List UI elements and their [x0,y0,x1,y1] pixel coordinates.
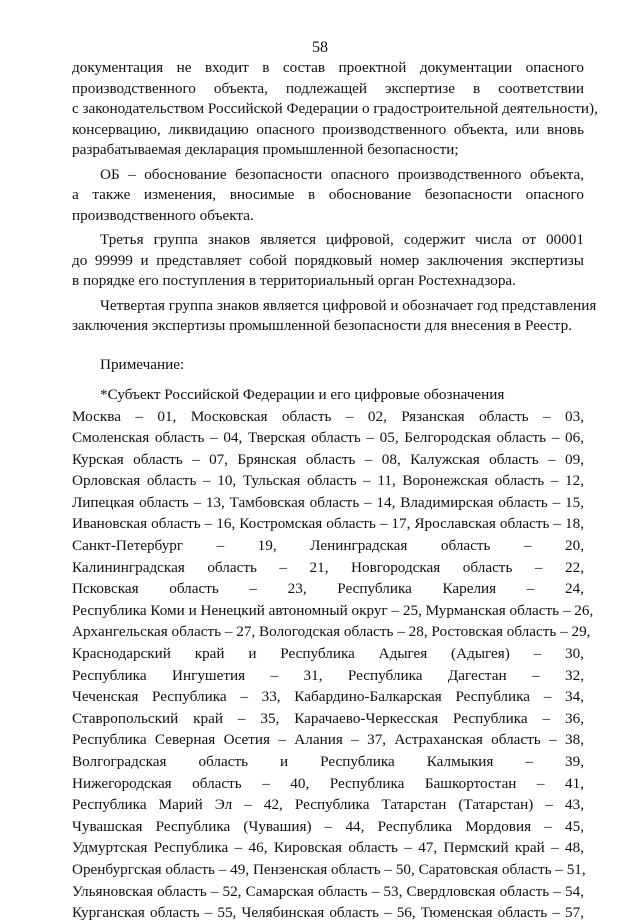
subject-codes-line: Республика Марий Эл – 42, Республика Татарстан (Татарстан) – 43, [72,796,584,814]
paragraph-fourth-group [72,296,597,337]
subject-codes-line: Москва – 01, Московская область – 02, Рязанская область – 03, [72,407,584,425]
subject-codes-line: Архангельская область – 27, Вологодская область – 28, Ростовская область – 29, [72,623,591,641]
subject-codes-line: Волгоградская область и Республика Калмыкия – 39, [72,753,584,770]
text-line: документация не входит в состав проектной документации опасного [72,59,584,76]
subject-codes-line: Краснодарский край и Республика Адыгея (Адыгея) – 30, [72,645,584,663]
subject-codes-line: Псковская область – 23, Республика Карелия – 24, [72,580,584,598]
text-line: Четвертая группа знаков является цифровой и обозначает год представления [100,296,597,314]
subject-codes-line: Удмуртская Республика – 46, Кировская область – 47, Пермский край – 48, [72,839,584,857]
subject-codes-line: Ульяновская область – 52, Самарская область – 53, Свердловская область – 54, [72,882,584,900]
subject-codes-line: Республика Северная Осетия – Алания – 37, Астраханская область – 38, [72,731,584,749]
text-line: Третья группа знаков является цифровой, содержит числа от 00001 [100,231,584,248]
subject-codes-line: Оренбургская область – 49, Пензенская область – 50, Саратовская область – 51, [72,860,586,878]
subject-codes-line: Санкт-Петербург – 19, Ленинградская область – 20, [72,537,584,555]
subject-codes-line: Курганская область – 55, Челябинская область – 56, Тюменская область – 57, [72,904,584,922]
paragraph-documentation [72,58,598,161]
subject-codes-line: Ставропольский край – 35, Карачаево-Черкесская Республика – 36, [72,709,584,727]
paragraph-ob [72,165,584,227]
subject-codes-line: Республика Коми и Ненецкий автономный округ – 25, Мурманская область – 26, [72,601,594,619]
text-line: до 99999 и представляет собой порядковый номер заключения экспертизы [72,251,584,269]
document-body [72,58,598,924]
text-line: разрабатываемая декларация промышленной безопасности; [72,141,459,158]
text-line: производственного объекта, подлежащей экспертизе в соответствии [72,79,584,97]
subject-codes-line: Республика Ингушетия – 31, Республика Дагестан – 32, [72,666,584,684]
subject-codes-line: Ивановская область – 16, Костромская область – 17, Ярославская область – 18, [72,515,584,533]
subject-codes-line: Нижегородская область – 40, Республика Башкортостан – 41, [72,774,584,792]
text-line: консервацию, ликвидацию опасного производственного объекта, или вновь [72,120,584,138]
subject-codes-line: Чувашская Республика (Чувашия) – 44, Республика Мордовия – 45, [72,817,584,835]
subject-codes-line: Чеченская Республика – 33, Кабардино-Балкарская Республика – 34, [72,688,584,706]
text-line: в порядке его поступления в территориальный орган Ростехнадзора. [72,272,516,289]
text-line: а также изменения, вносимые в обоснование безопасности опасного [72,186,584,203]
note-title: Примечание: [100,355,185,373]
subject-codes-line: Курская область – 07, Брянская область – 08, Калужская область – 09, [72,450,584,468]
page-number: 58 [312,39,328,56]
subject-codes-line: Орловская область – 10, Тульская область – 11, Воронежская область – 12, [72,472,584,490]
subjects-title: *Субъект Российской Федерации и его цифровые обозначения [100,386,505,403]
subject-codes-line: Калининградская область – 21, Новгородская область – 22, [72,558,584,576]
text-line: заключения экспертизы промышленной безопасности для внесения в Реестр. [72,317,573,334]
text-line: производственного объекта. [72,206,254,224]
subject-codes-line: Смоленская область – 04, Тверская область – 05, Белгородская область – 06, [72,429,584,447]
text-line: ОБ – обоснование безопасности опасного производственного объекта, [100,165,584,183]
text-line: с законодательством Российской Федерации о градостроительной деятельности), [72,100,598,117]
paragraph-third-group [72,230,584,292]
subject-codes-list [72,406,594,924]
subject-codes-line: Липецкая область – 13, Тамбовская область – 14, Владимирская область – 15, [72,493,584,511]
